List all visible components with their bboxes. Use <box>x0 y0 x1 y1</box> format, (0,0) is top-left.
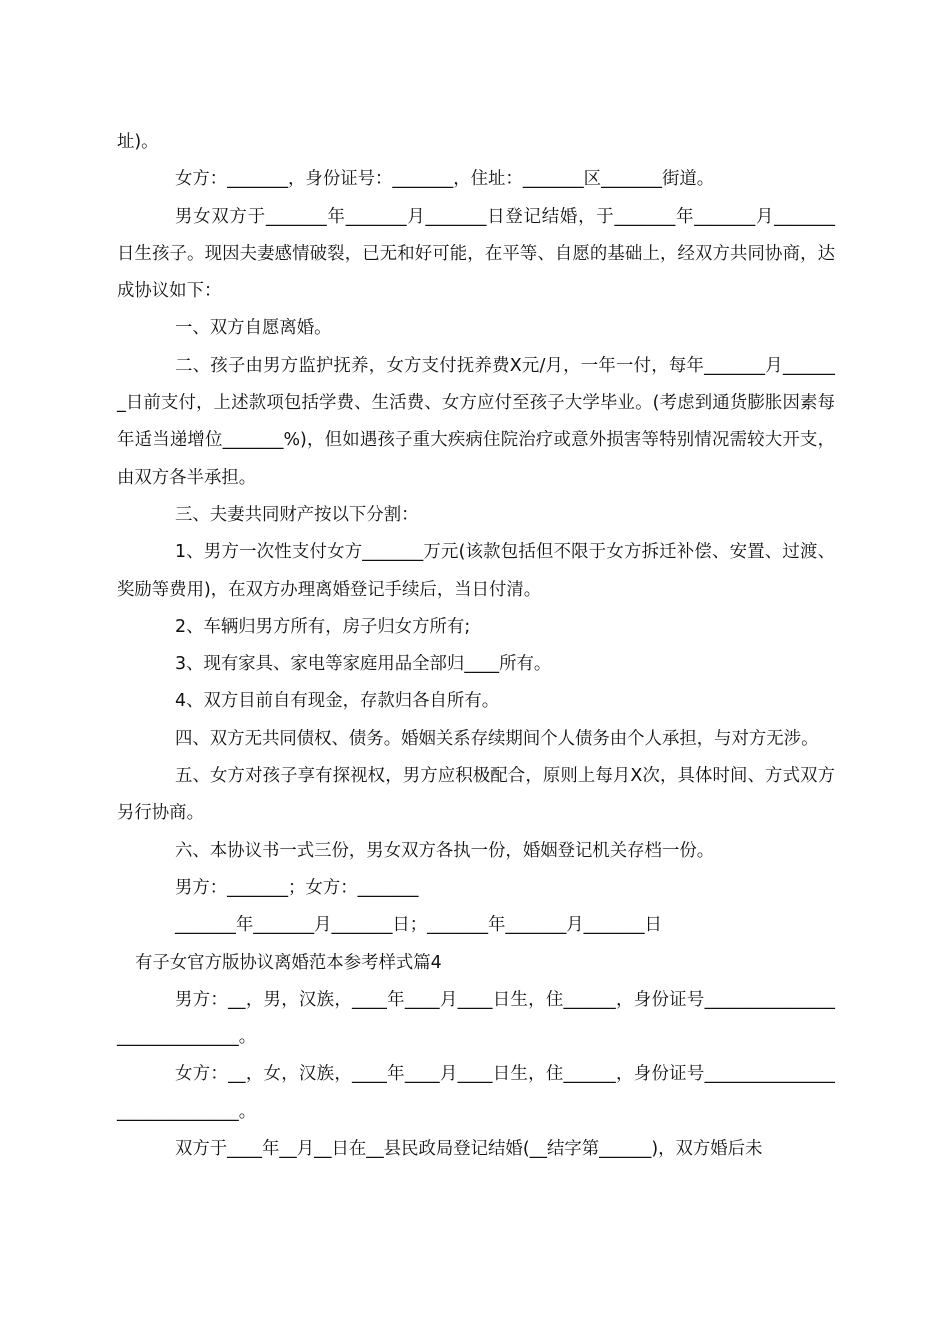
clause-1-divorce: 一、双方自愿离婚。 <box>175 318 332 339</box>
female-party-info-2: 女方：__，女，汉族，____年____月____日生，住______，身份证号_____________________________。 <box>117 1064 835 1122</box>
property-item-2: 2、车辆归男方所有，房子归女方所有; <box>175 616 471 637</box>
document-body <box>117 124 835 1168</box>
clause-3-property-heading: 三、夫妻共同财产按以下分割： <box>175 504 419 525</box>
clause-2-child-custody: 二、孩子由男方监护抚养，女方支付抚养费X元/月，一年一付，每年_______月_______日前支付，上述款项包括学费、生活费、女方应付至孩子大学毕业。(考虑到通货膨胀因素每年适当递增位_______%)，但如遇孩子重大疾病住院治疗或意外损害等特别情况需较大开支，由双方各半承担。 <box>117 355 835 488</box>
marriage-background: 男女双方于_______年_______月_______日登记结婚，于_______年_______月_______日生孩子。现因夫妻感情破裂，已无和好可能，在平等、自愿的基础上，经双方共同协商，达成协议如下： <box>117 206 835 302</box>
address-continuation: 址)。 <box>117 132 159 152</box>
property-item-3: 3、现有家具、家电等家庭用品全部归____所有。 <box>175 654 552 675</box>
property-item-1: 1、男方一次性支付女方_______万元(该款包括但不限于女方拆迁补偿、安置、过渡、奖励等费用)，在双方办理离婚登记手续后，当日付清。 <box>117 542 835 600</box>
clause-5-visitation: 五、女方对孩子享有探视权，男方应积极配合，原则上每月X次，具体时间、方式双方另行协商。 <box>117 766 835 824</box>
section-title: 有子女官方版协议离婚范本参考样式篇4 <box>135 952 442 973</box>
clause-4-debts: 四、双方无共同债权、债务。婚姻关系存续期间个人债务由个人承担，与对方无涉。 <box>175 728 819 749</box>
clause-6-copies: 六、本协议书一式三份，男女双方各执一份，婚姻登记机关存档一份。 <box>175 840 715 861</box>
female-party-info: 女方：_______，身份证号：_______，住址：_______区_______街道。 <box>175 169 715 190</box>
property-item-4: 4、双方目前自有现金，存款归各自所有。 <box>175 691 500 712</box>
male-party-info: 男方：__，男，汉族，____年____月____日生，住______，身份证号_____________________________。 <box>117 989 835 1048</box>
date-line: _______年_______月_______日；_______年_______月_______日 <box>175 915 662 936</box>
signature-line: 男方：_______；女方：_______ <box>175 877 419 898</box>
marriage-registration: 双方于____年__月__日在__县民政局登记结婚(__结字第______)，双方婚后未 <box>175 1139 763 1160</box>
